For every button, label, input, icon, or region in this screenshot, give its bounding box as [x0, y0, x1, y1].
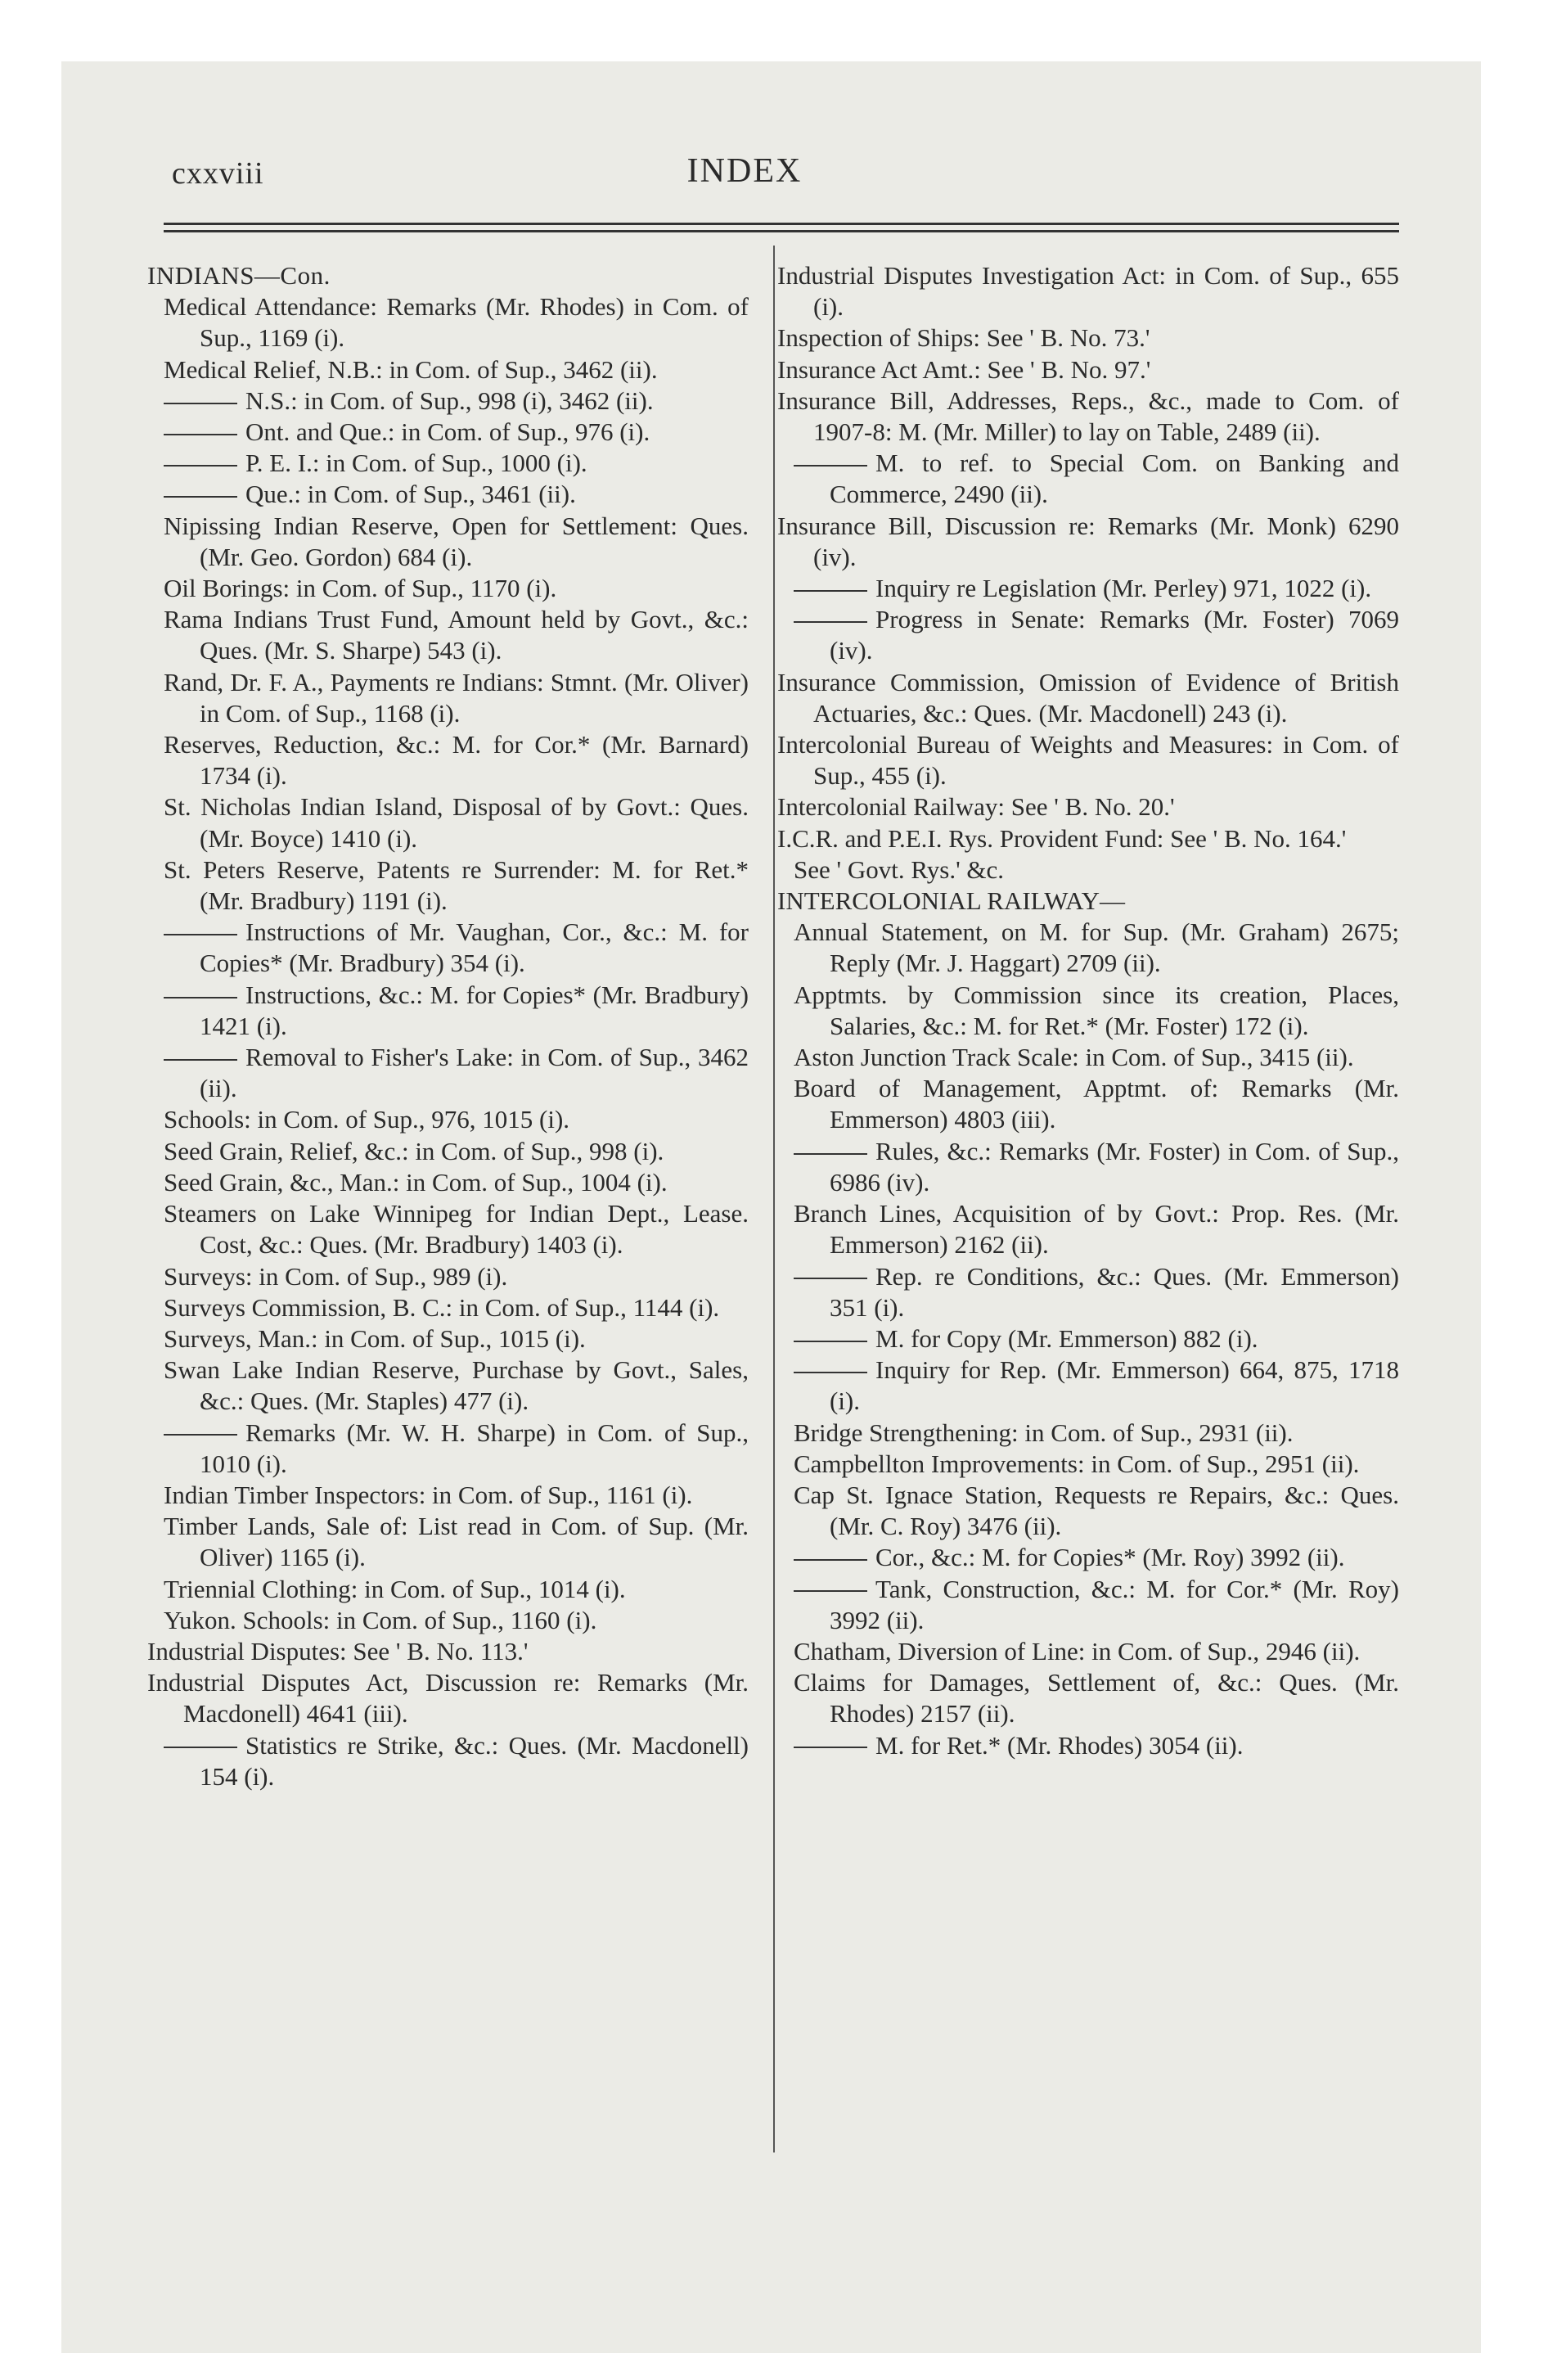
index-entry: Branch Lines, Acquisition of by Govt.: Prop. Res. (Mr. Emmerson) 2162 (ii).	[794, 1199, 1399, 1260]
index-entry: See ' Govt. Rys.' &c.	[794, 854, 1005, 884]
index-entry: Board of Management, Apptmt. of: Remarks (Mr. Emmerson) 4803 (iii).	[794, 1074, 1399, 1134]
index-entry: Medical Relief, N.B.: in Com. of Sup., 3462 (ii).	[164, 354, 658, 384]
right-column	[777, 260, 1399, 1761]
index-subentry: Remarks (Mr. W. H. Sharpe) in Com. of Sup., 1010 (i).	[147, 1418, 749, 1480]
index-entry: Inspection of Ships: See ' B. No. 73.'	[777, 323, 1150, 353]
index-entry: Oil Borings: in Com. of Sup., 1170 (i).	[164, 574, 557, 603]
index-entry: Insurance Commission, Omission of Evidence of British Actuaries, &c.: Ques. (Mr. Macdonell) 243 (i).	[777, 667, 1399, 728]
index-subentry: Rules, &c.: Remarks (Mr. Foster) in Com. of Sup., 6986 (iv).	[777, 1136, 1399, 1198]
index-entry: St. Peters Reserve, Patents re Surrender: M. for Ret.* (Mr. Bradbury) 1191 (i).	[164, 854, 749, 916]
index-entry: Chatham, Diversion of Line: in Com. of Sup., 2946 (ii).	[794, 1636, 1361, 1666]
index-entry: Surveys Commission, B. C.: in Com. of Sup., 1144 (i).	[164, 1292, 720, 1322]
index-subentry: N.S.: in Com. of Sup., 998 (i), 3462 (ii).	[147, 385, 749, 417]
running-title: INDEX	[686, 152, 803, 190]
index-entry: Indian Timber Inspectors: in Com. of Sup., 1161 (i).	[164, 1480, 693, 1509]
index-entry: Yukon. Schools: in Com. of Sup., 1160 (i).	[164, 1605, 597, 1634]
index-entry: Claims for Damages, Settlement of, &c.: Ques. (Mr. Rhodes) 2157 (ii).	[794, 1668, 1399, 1729]
index-entry: Seed Grain, Relief, &c.: in Com. of Sup., 998 (i).	[164, 1136, 664, 1165]
index-subentry: P. E. I.: in Com. of Sup., 1000 (i).	[147, 448, 749, 479]
index-entry: I.C.R. and P.E.I. Rys. Provident Fund: See ' B. No. 164.'	[777, 823, 1347, 853]
index-subentry: Cor., &c.: M. for Copies* (Mr. Roy) 3992 (ii).	[777, 1542, 1399, 1573]
index-subentry: Tank, Construction, &c.: M. for Cor.* (Mr. Roy) 3992 (ii).	[777, 1574, 1399, 1636]
index-subentry: M. for Copy (Mr. Emmerson) 882 (i).	[777, 1323, 1399, 1355]
index-entry: Rand, Dr. F. A., Payments re Indians: Stmnt. (Mr. Oliver) in Com. of Sup., 1168 (i).	[164, 667, 749, 728]
index-entry: Campbellton Improvements: in Com. of Sup., 2951 (ii).	[794, 1449, 1360, 1478]
index-entry: Intercolonial Railway: See ' B. No. 20.'	[777, 792, 1175, 822]
index-entry: INTERCOLONIAL RAILWAY—	[777, 886, 1126, 916]
column-divider	[773, 246, 775, 2152]
index-entry: Schools: in Com. of Sup., 976, 1015 (i).	[164, 1105, 570, 1134]
index-entry: Insurance Bill, Discussion re: Remarks (Mr. Monk) 6290 (iv).	[777, 511, 1399, 571]
index-entry: Industrial Disputes Investigation Act: in Com. of Sup., 655 (i).	[777, 261, 1399, 322]
index-entry: Cap St. Ignace Station, Requests re Repairs, &c.: Ques. (Mr. C. Roy) 3476 (ii).	[794, 1480, 1399, 1541]
index-entry: Insurance Act Amt.: See ' B. No. 97.'	[777, 354, 1151, 384]
index-entry: Steamers on Lake Winnipeg for Indian Dept., Lease. Cost, &c.: Ques. (Mr. Bradbury) 1403 (i).	[164, 1199, 749, 1260]
index-subentry: Inquiry for Rep. (Mr. Emmerson) 664, 875, 1718 (i).	[777, 1355, 1399, 1417]
left-column	[147, 260, 749, 1792]
index-entry: Medical Attendance: Remarks (Mr. Rhodes) in Com. of Sup., 1169 (i).	[164, 292, 749, 353]
index-subentry: Rep. re Conditions, &c.: Ques. (Mr. Emmerson) 351 (i).	[777, 1261, 1399, 1323]
index-subentry: Instructions, &c.: M. for Copies* (Mr. Bradbury) 1421 (i).	[147, 980, 749, 1042]
header-rule	[164, 230, 1399, 232]
index-entry: St. Nicholas Indian Island, Disposal of by Govt.: Ques. (Mr. Boyce) 1410 (i).	[164, 792, 749, 853]
index-subentry: Inquiry re Legislation (Mr. Perley) 971, 1022 (i).	[777, 573, 1399, 604]
index-entry: Nipissing Indian Reserve, Open for Settlement: Ques. (Mr. Geo. Gordon) 684 (i).	[164, 511, 749, 571]
page-header	[106, 147, 1383, 196]
index-entry: Insurance Bill, Addresses, Reps., &c., made to Com. of 1907-8: M. (Mr. Miller) to lay on Table, 2489 (ii).	[777, 385, 1399, 447]
index-entry: Timber Lands, Sale of: List read in Com. of Sup. (Mr. Oliver) 1165 (i).	[164, 1512, 749, 1572]
index-entry: Aston Junction Track Scale: in Com. of Sup., 3415 (ii).	[794, 1043, 1354, 1072]
index-subentry: M. for Ret.* (Mr. Rhodes) 3054 (ii).	[777, 1730, 1399, 1761]
index-subentry: Ont. and Que.: in Com. of Sup., 976 (i).	[147, 417, 749, 448]
index-entry: Surveys: in Com. of Sup., 989 (i).	[164, 1261, 508, 1291]
index-subentry: Statistics re Strike, &c.: Ques. (Mr. Macdonell) 154 (i).	[147, 1730, 749, 1792]
index-entry: Triennial Clothing: in Com. of Sup., 1014 (i).	[164, 1574, 626, 1603]
index-subentry: Instructions of Mr. Vaughan, Cor., &c.: M. for Copies* (Mr. Bradbury) 354 (i).	[147, 917, 749, 979]
index-entry: Swan Lake Indian Reserve, Purchase by Govt., Sales, &c.: Ques. (Mr. Staples) 477 (i).	[164, 1355, 749, 1416]
index-entry: Surveys, Man.: in Com. of Sup., 1015 (i).	[164, 1323, 586, 1353]
index-entry: Industrial Disputes: See ' B. No. 113.'	[147, 1636, 529, 1666]
index-entry: Reserves, Reduction, &c.: M. for Cor.* (Mr. Barnard) 1734 (i).	[164, 730, 749, 791]
index-entry: Intercolonial Bureau of Weights and Measures: in Com. of Sup., 455 (i).	[777, 730, 1399, 791]
index-entry: Seed Grain, &c., Man.: in Com. of Sup., 1004 (i).	[164, 1167, 668, 1197]
index-entry: Bridge Strengthening: in Com. of Sup., 2931 (ii).	[794, 1418, 1294, 1447]
page-number: cxxviii	[172, 156, 264, 191]
index-subentry: M. to ref. to Special Com. on Banking and Commerce, 2490 (ii).	[777, 448, 1399, 510]
section-heading: INDIANS—Con.	[147, 261, 331, 290]
index-subentry: Removal to Fisher's Lake: in Com. of Sup., 3462 (ii).	[147, 1042, 749, 1104]
index-entry: Industrial Disputes Act, Discussion re: Remarks (Mr. Macdonell) 4641 (iii).	[147, 1668, 749, 1729]
index-subentry: Progress in Senate: Remarks (Mr. Foster) 7069 (iv).	[777, 604, 1399, 666]
index-entry: Annual Statement, on M. for Sup. (Mr. Graham) 2675; Reply (Mr. J. Haggart) 2709 (ii).	[794, 917, 1399, 978]
index-entry: Rama Indians Trust Fund, Amount held by Govt., &c.: Ques. (Mr. S. Sharpe) 543 (i).	[164, 605, 749, 665]
index-subentry: Que.: in Com. of Sup., 3461 (ii).	[147, 479, 749, 510]
header-rule	[164, 223, 1399, 225]
index-entry: Apptmts. by Commission since its creation, Places, Salaries, &c.: M. for Ret.* (Mr. Foster) 172 (i).	[794, 980, 1399, 1040]
